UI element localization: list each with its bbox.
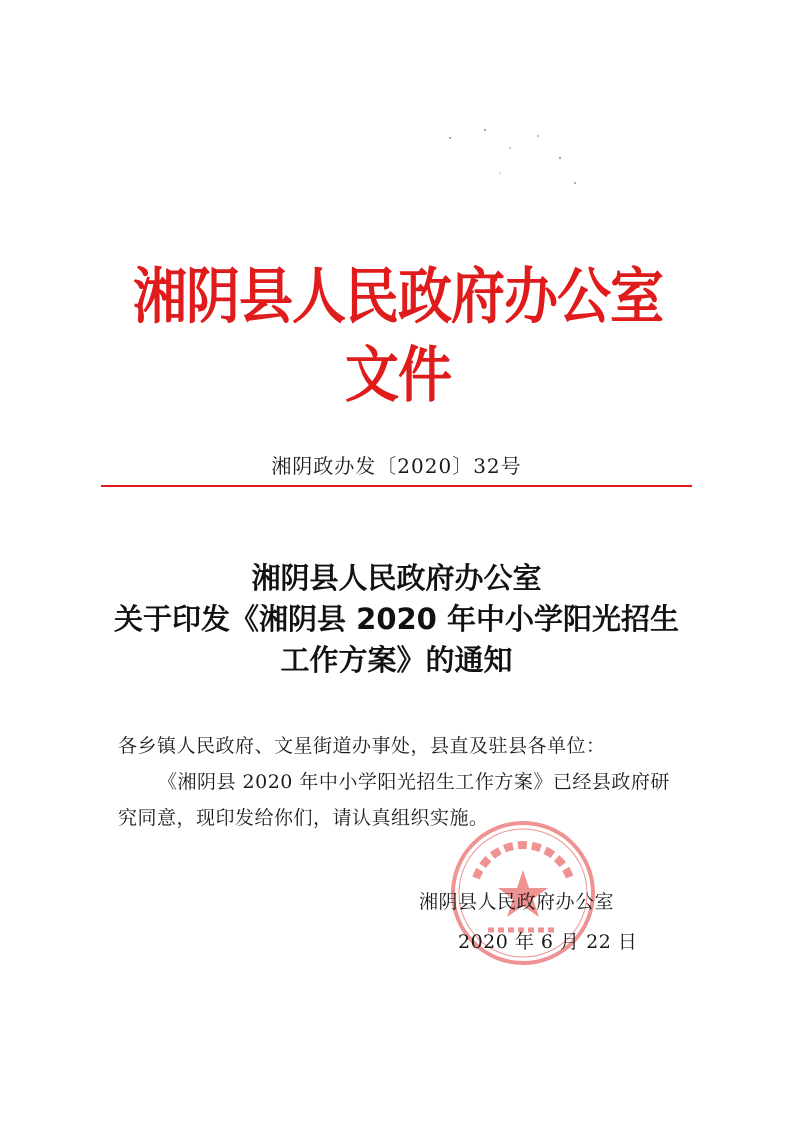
signature-date: 2020 年 6 月 22 日 bbox=[458, 931, 638, 953]
notice-title-line-1: 湘阴县人民政府办公室 bbox=[251, 561, 542, 595]
notice-title-line-2: 关于印发《湘阴县 2020 年中小学阳光招生 bbox=[114, 602, 679, 636]
body-paragraph-line-1: 《湘阴县 2020 年中小学阳光招生工作方案》已经县政府研 bbox=[158, 771, 670, 793]
document-number: 湘阴政办发〔2020〕32号 bbox=[271, 454, 522, 478]
header-divider bbox=[101, 485, 692, 487]
signature-organization: 湘阴县人民政府办公室 bbox=[419, 891, 615, 913]
document-header-title: 湘阴县人民政府办公室文件 bbox=[133, 260, 663, 410]
body-paragraph-line-2: 究同意，现印发给你们，请认真组织实施。 bbox=[118, 807, 489, 829]
addressee: 各乡镇人民政府、文星街道办事处，县直及驻县各单位： bbox=[118, 735, 606, 757]
scan-noise bbox=[440, 118, 590, 198]
notice-title-line-3: 工作方案》的通知 bbox=[280, 643, 513, 677]
